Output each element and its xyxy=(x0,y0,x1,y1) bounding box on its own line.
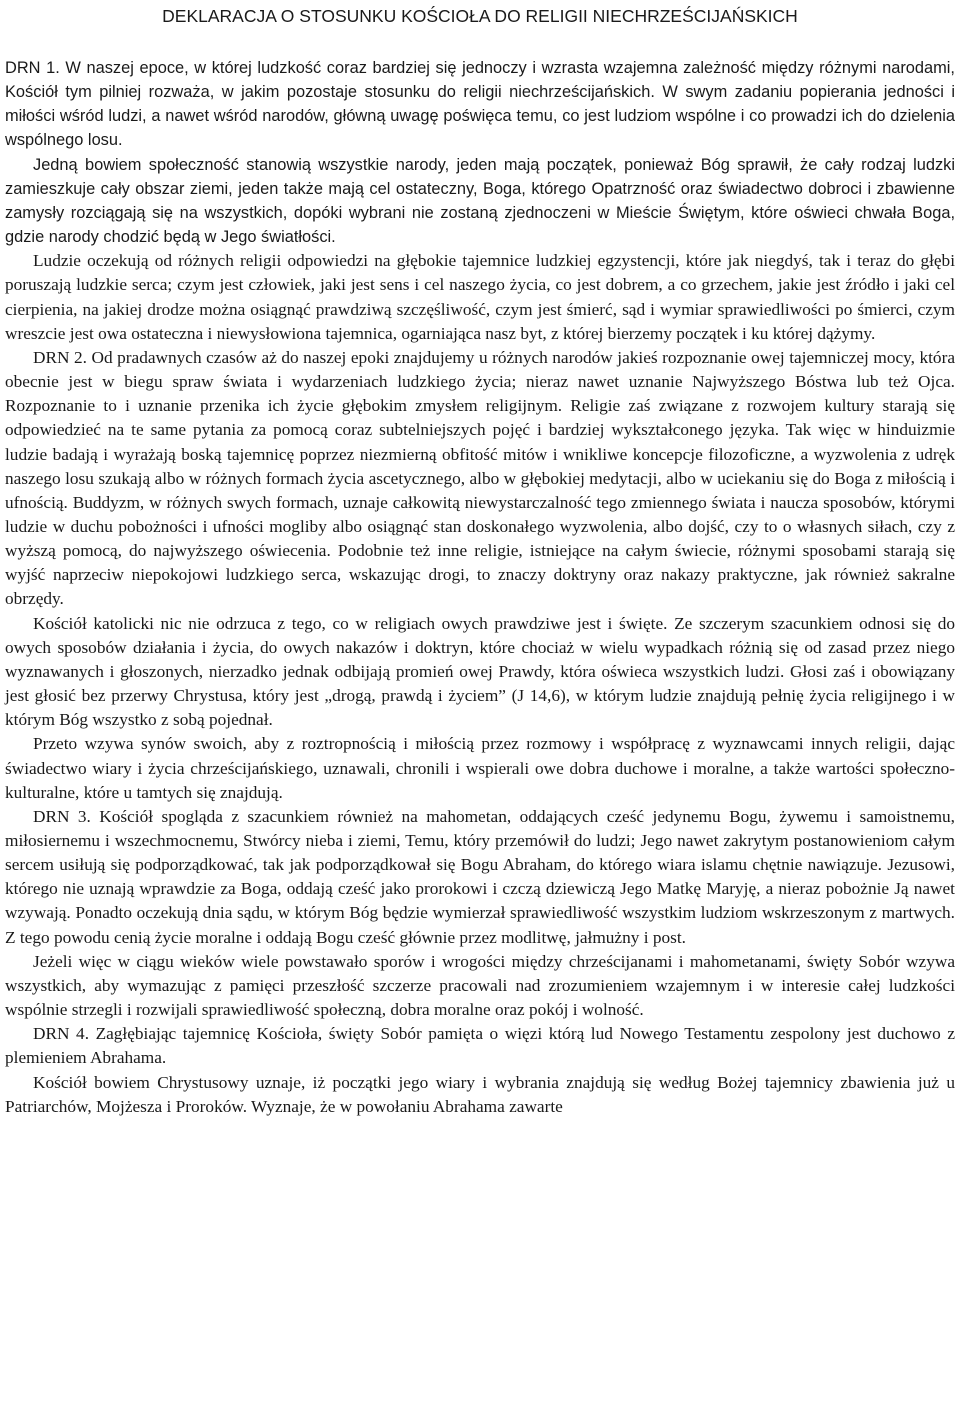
paragraph-drn-2: DRN 2. Od pradawnych czasów aż do naszej epoki znajdujemy u różnych narodów jakieś rozpoznanie owej tajemniczej mocy, która obecnie jest w biegu spraw świata i wydarzeniach ludzkiego życia; nieraz nawet uznanie Najwyższego Bóstwa lub też Ojca. Rozpoznanie to i uznanie przenika ich życie głębokim zmysłem religijnym. Religie zaś związane z rozwojem kultury starają się odpowiedzieć na te same pytania za pomocą coraz subtelniejszych pojęć i bardziej wykształconego języka. Tak więc w hinduizmie ludzie badają i wyrażają boską tajemnicę poprzez niezmierną obfitość mitów i wnikliwe koncepcje filozoficzne, a wyzwolenia z udręk naszego losu szukają albo w różnych formach życia ascetycznego, albo w głębokiej medytacji, albo w uciekaniu się do Boga z miłością i ufnością. Buddyzm, w różnych swych formach, uznaje całkowitą niewystarczalność tego zmiennego świata i naucza sposobów, którymi ludzie w duchu pobożności i ufności mogliby albo osiągnąć stan doskonałego wyzwolenia, albo dojść, czy to o własnych siłach, czy z wyższą pomocą, do najwyższego oświecenia. Podobnie też inne religie, istniejące na całym świecie, różnymi sposobami starają się wyjść naprzeciw niepokojowi ludzkiego serca, wskazując drogi, to znaczy doktryny oraz nakazy praktyczne, jak również sakralne obrzędy. xyxy=(5,347,955,609)
paragraph-drn-3: DRN 3. Kościół spogląda z szacunkiem również na mahometan, oddających cześć jedynemu Bogu, żywemu i samoistnemu, miłosiernemu i wszechmocnemu, Stwórcy nieba i ziemi, Temu, który przemówił do ludzi; Jego nawet zakrytym postanowieniom całym sercem usiłują się podporządkować, tak jak podporządkował się Bogu Abraham, do którego wiara islamu chętnie nawiązuje. Jezusowi, którego nie uznają wprawdzie za Boga, oddają cześć jako prorokowi i czczą dziewiczą Jego Matkę Maryję, a nieraz pobożnie Ją nawet wzywają. Ponadto oczekują dnia sądu, w którym Bóg będzie wymierzał sprawiedliwość wszystkim ludziom wskrzeszonym z martwych. Z tego powodu cenią życie moralne i oddają Bogu cześć głównie przez modlitwę, jałmużny i post. xyxy=(5,806,955,947)
document-title: DEKLARACJA O STOSUNKU KOŚCIOŁA DO RELIGII NIECHRZEŚCIJAŃSKICH xyxy=(162,6,798,26)
paragraph-drn-1-intro: DRN 1. W naszej epoce, w której ludzkość coraz bardziej się jednoczy i wzrasta wzajemna zależność między różnymi narodami, Kościół tym pilniej rozważa, w jakim pozostaje stosunku do religii niechrześcijańskich. W swym zadaniu popierania jedności i miłości wśród ludzi, a nawet wśród narodów, główną uwagę poświęca temu, co jest ludziom wspólne i co prowadzi ich do dzielenia wspólnego losu. xyxy=(5,59,955,150)
paragraph-church-of-christ: Kościół bowiem Chrystusowy uznaje, iż początki jego wiary i wybrania znajdują się według Bożej tajemnicy zbawienia już u Patriarchów, Mojżesza i Proroków. Wyznaje, że w powołaniu Abrahama zawarte xyxy=(5,1072,955,1116)
paragraph-call-to-dialogue: Przeto wzywa synów swoich, aby z roztropnością i miłością przez rozmowy i współpracę z wyznawcami innych religii, dając świadectwo wiary i życia chrześcijańskiego, uznawali, chronili i wspierali owe dobra duchowe i moralne, a także wartości społeczno-kulturalne, które u tamtych się znajdują. xyxy=(5,734,955,802)
paragraph-reconciliation: Jeżeli więc w ciągu wieków wiele powstawało sporów i wrogości między chrześcijanami i mahometanami, święty Sobór wzywa wszystkich, aby wymazując z pamięci przeszłość szczerze pracowali nad zrozumieniem wzajemnym i w interesie całej ludzkości wspólnie strzegli i rozwijali sprawiedliwość społeczną, dobra moralne oraz pokój i wolność. xyxy=(5,951,955,1020)
paragraph-drn-4: DRN 4. Zagłębiając tajemnicę Kościoła, święty Sobór pamięta o więzi którą lud Nowego Testamentu zespolony jest duchowo z plemieniem Abrahama. xyxy=(5,1024,955,1068)
paragraph-human-questions: Ludzie oczekują od różnych religii odpowiedzi na głębokie tajemnice ludzkiej egzystencji, które jak niegdyś, tak i teraz do głębi poruszają ludzkie serca; czym jest człowiek, jaki jest sens i cel naszego życia, co jest dobrem, a co grzechem, jakie jest źródło i jaki cel cierpienia, na jakiej drodze można osiągnąć prawdziwą szczęśliwość, czym jest śmierć, sąd i wymiar sprawiedliwości po śmierci, czym wreszcie jest owa ostateczna i niewysłowiona tajemnica, ogarniająca nasz byt, z której bierzemy początek i ku której dążymy. xyxy=(5,251,955,343)
document-body xyxy=(5,56,955,1119)
paragraph-catholic-church: Kościół katolicki nic nie odrzuca z tego, co w religiach owych prawdziwe jest i święte. Ze szczerym szacunkiem odnosi się do owych sposobów działania i życia, do owych nakazów i doktryn, które chociaż w wielu wypadkach różnią się od zasad przez niego wyznawanych i głoszonych, nierzadko jednak odbijają promień owej Prawdy, która oświeca wszystkich ludzi. Głosi zaś i obowiązany jest głosić bez przerwy Chrystusa, który jest „drogą, prawdą i życiem” (J 14,6), w którym ludzie znajdują pełnię życia religijnego i w którym Bóg wszystko z sobą pojednał. xyxy=(5,613,955,730)
paragraph-one-community: Jedną bowiem społeczność stanowią wszystkie narody, jeden mają początek, ponieważ Bóg sprawił, że cały rodzaj ludzki zamieszkuje cały obszar ziemi, jeden także mają cel ostateczny, Boga, którego Opatrzność oraz świadectwo dobroci i zbawienne zamysły rozciągają się na wszystkich, dopóki wybrani nie zostaną zjednoczeni w Mieście Świętym, które oświeci chwała Boga, gdzie narody chodzić będą w Jego światłości. xyxy=(5,155,955,247)
